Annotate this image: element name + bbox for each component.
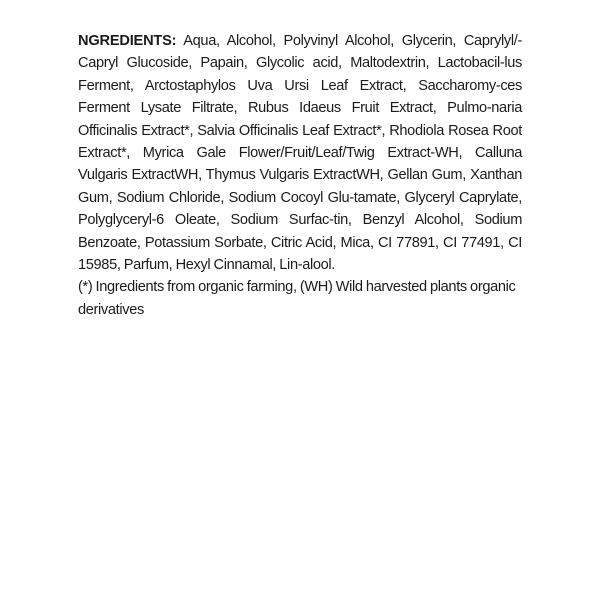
ingredients-footnote: (*) Ingredients from organic farming, (WH) Wild harvested plants organic derivatives bbox=[78, 279, 516, 318]
ingredients-paragraph bbox=[78, 30, 522, 276]
ingredients-heading: NGREDIENTS: bbox=[78, 33, 177, 49]
ingredients-label bbox=[78, 30, 522, 321]
ingredients-list: Aqua, Alcohol, Polyvinyl Alcohol, Glycerin, Caprylyl/-Capryl Glucoside, Papain, Glycolic acid, Maltodextrin, Lactobacil-lus Ferment, Arctostaphylos Uva Ursi Leaf Extract, Saccharomy-ces Ferment Lysate Filtrate, Rubus Idaeus Fruit Extract, Pulmo-naria Officinalis Extract*, Salvia Officinalis Leaf Extract*, Rhodiola Rosea Root Extract*, Myrica Gale Flower/Fruit/Leaf/Twig Extract-WH, Calluna Vulgaris ExtractWH, Thymus Vulgaris ExtractWH, Gellan Gum, Xanthan Gum, Sodium Chloride, Sodium Cocoyl Glu-tamate, Glyceryl Caprylate, Polyglyceryl-6 Oleate, Sodium Surfac-tin, Benzyl Alcohol, Sodium Benzoate, Potassium Sorbate, Citric Acid, Mica, CI 77891, CI 77491, CI 15985, Parfum, Hexyl Cinnamal, Lin-alool. bbox=[78, 33, 522, 274]
